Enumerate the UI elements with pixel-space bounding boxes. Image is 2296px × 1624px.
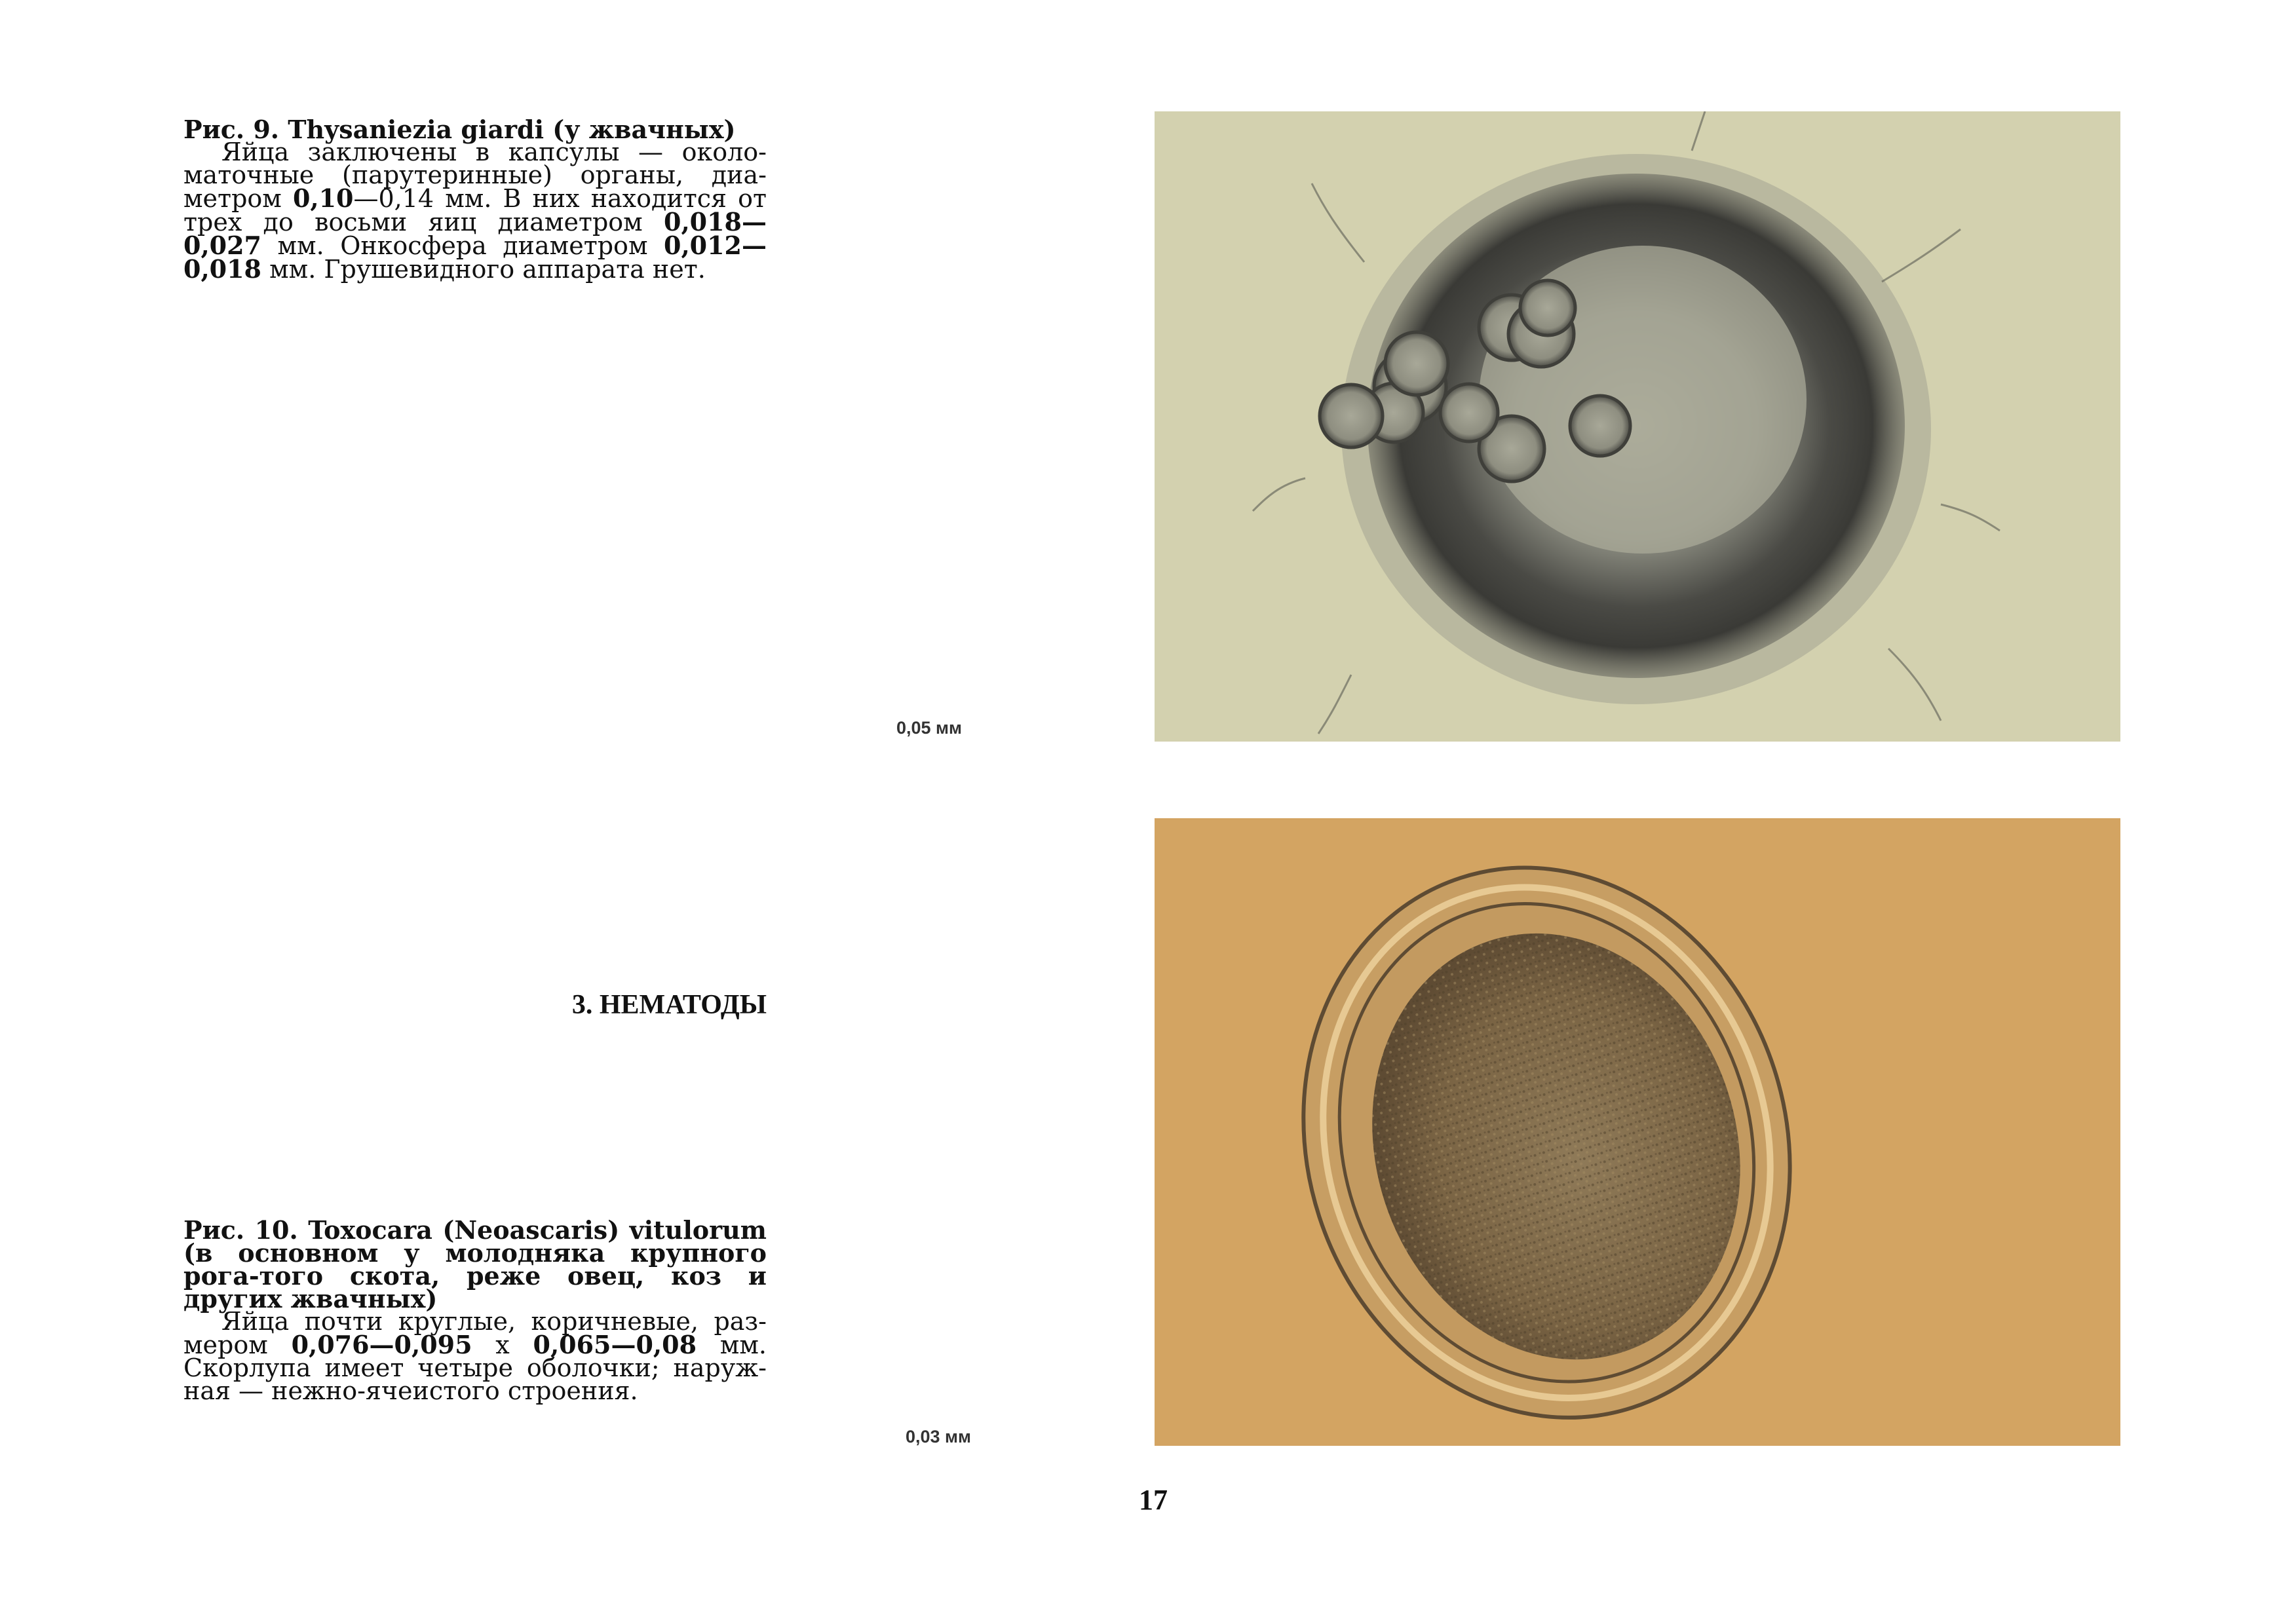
fig9-body: Яйца заключены в капсулы — около-маточные (парутеринные) органы, диа-метром 0,10—0,14 мм. В них находится от трех до восьми яиц диаметром 0,018— 0,027 мм. Онкосфера диаметром 0,012— 0,018 мм. Грушевидного аппарата нет. [183,138,767,284]
fig9-title: Рис. 9. Thysaniezia giardi (у жвачных) [183,115,736,144]
bold-measurement: 0,10 [292,183,354,213]
fig9-caption [183,115,767,284]
bold-measurement: 0,065—0,08 [533,1330,697,1359]
fig10-micrograph-image [1155,818,2120,1446]
fig9-scale-label: 0,05 мм [896,718,962,738]
fig10-title: Рис. 10. Toxocara (Neoascaris) vitulorum (в основном у молодняка крупного рога-того скота, реже овец, коз и других жвачных) [183,1215,767,1313]
bold-measurement: 0,018— 0,027 [183,207,767,260]
fig9-micrograph [1155,111,2120,742]
fig10-scale-label: 0,03 мм [906,1427,971,1446]
bold-measurement: 0,076—0,095 [291,1330,472,1359]
fig10-caption [183,1215,767,1405]
fig10-micrograph [1155,818,2120,1446]
bold-measurement: 0,012— 0,018 [183,231,767,284]
section-heading: 3. НЕМАТОДЫ [571,990,767,1020]
fig10-body: Яйца почти круглые, коричневые, раз-мером 0,076—0,095 x 0,065—0,08 мм. Скорлупа имеет четыре оболочки; наруж-ная — нежно-ячеистого строения. [183,1307,767,1405]
page-number: 17 [1139,1484,1168,1516]
fig9-micrograph-image [1155,111,2120,742]
